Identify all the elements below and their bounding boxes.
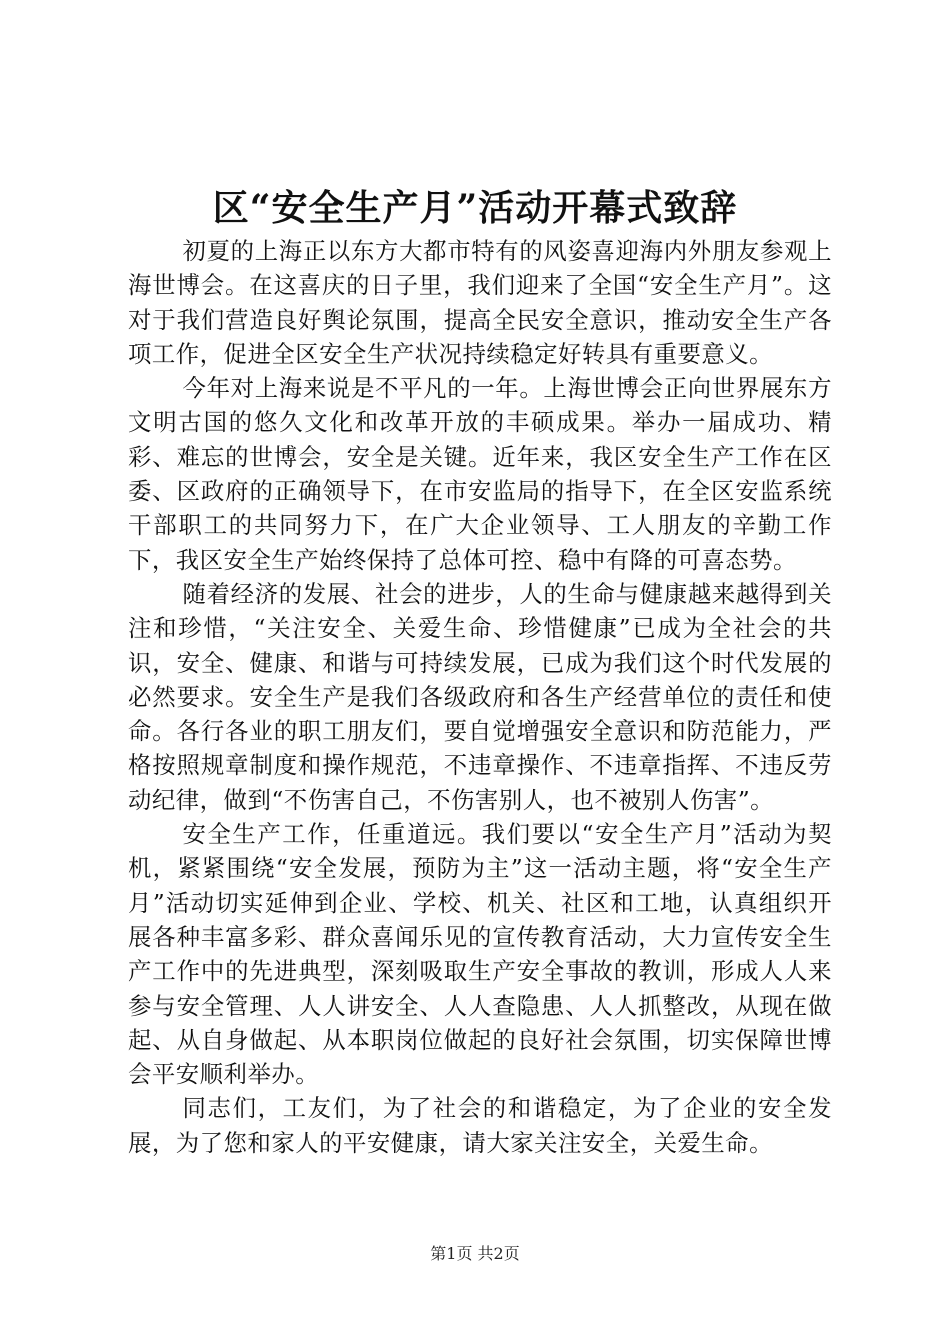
document-title: 区“安全生产月”活动开幕式致辞 bbox=[212, 187, 738, 229]
paragraph-4: 安全生产工作，任重道远。我们要以“安全生产月”活动为契机，紧紧围绕“安全发展，预防为主”这一活动主题，将“安全生产月”活动切实延伸到企业、学校、机关、社区和工地，认真组织开展各种丰富多彩、群众喜闻乐见的宣传教育活动，大力宣传安全生产工作中的先进典型，深刻吸取生产安全事故的教训，形成人人来参与安全管理、人人讲安全、人人查隐患、人人抓整改，从现在做起、从自身做起、从本职岗位做起的良好社会氛围，切实保障世博会平安顺利举办。 bbox=[128, 820, 832, 1089]
paragraph-2: 今年对上海来说是不平凡的一年。上海世博会正向世界展东方文明古国的悠久文化和改革开放的丰硕成果。举办一届成功、精彩、难忘的世博会，安全是关键。近年来，我区安全生产工作在区委、区政府的正确领导下，在市安监局的指导下，在全区安监系统干部职工的共同努力下，在广大企业领导、工人朋友的辛勤工作下，我区安全生产始终保持了总体可控、稳中有降的可喜态势。 bbox=[128, 374, 832, 574]
document-body bbox=[128, 234, 832, 1160]
paragraph-5: 同志们，工友们，为了社会的和谐稳定，为了企业的安全发展，为了您和家人的平安健康，请大家关注安全，关爱生命。 bbox=[128, 1094, 832, 1157]
paragraph-3: 随着经济的发展、社会的进步，人的生命与健康越来越得到关注和珍惜，“关注安全、关爱生命、珍惜健康”已成为全社会的共识，安全、健康、和谐与可持续发展，已成为我们这个时代发展的必然要求。安全生产是我们各级政府和各生产经营单位的责任和使命。各行各业的职工朋友们，要自觉增强安全意识和防范能力，严格按照规章制度和操作规范，不违章操作、不违章指挥、不违反劳动纪律，做到“不伤害自己，不伤害别人，也不被别人伤害”。 bbox=[128, 579, 832, 814]
paragraph-1: 初夏的上海正以东方大都市特有的风姿喜迎海内外朋友参观上海世博会。在这喜庆的日子里，我们迎来了全国“安全生产月”。这对于我们营造良好舆论氛围，提高全民安全意识，推动安全生产各项工作，促进全区安全生产状况持续稳定好转具有重要意义。 bbox=[128, 237, 832, 368]
page-number-footer: 第1页 共2页 bbox=[430, 1244, 520, 1263]
